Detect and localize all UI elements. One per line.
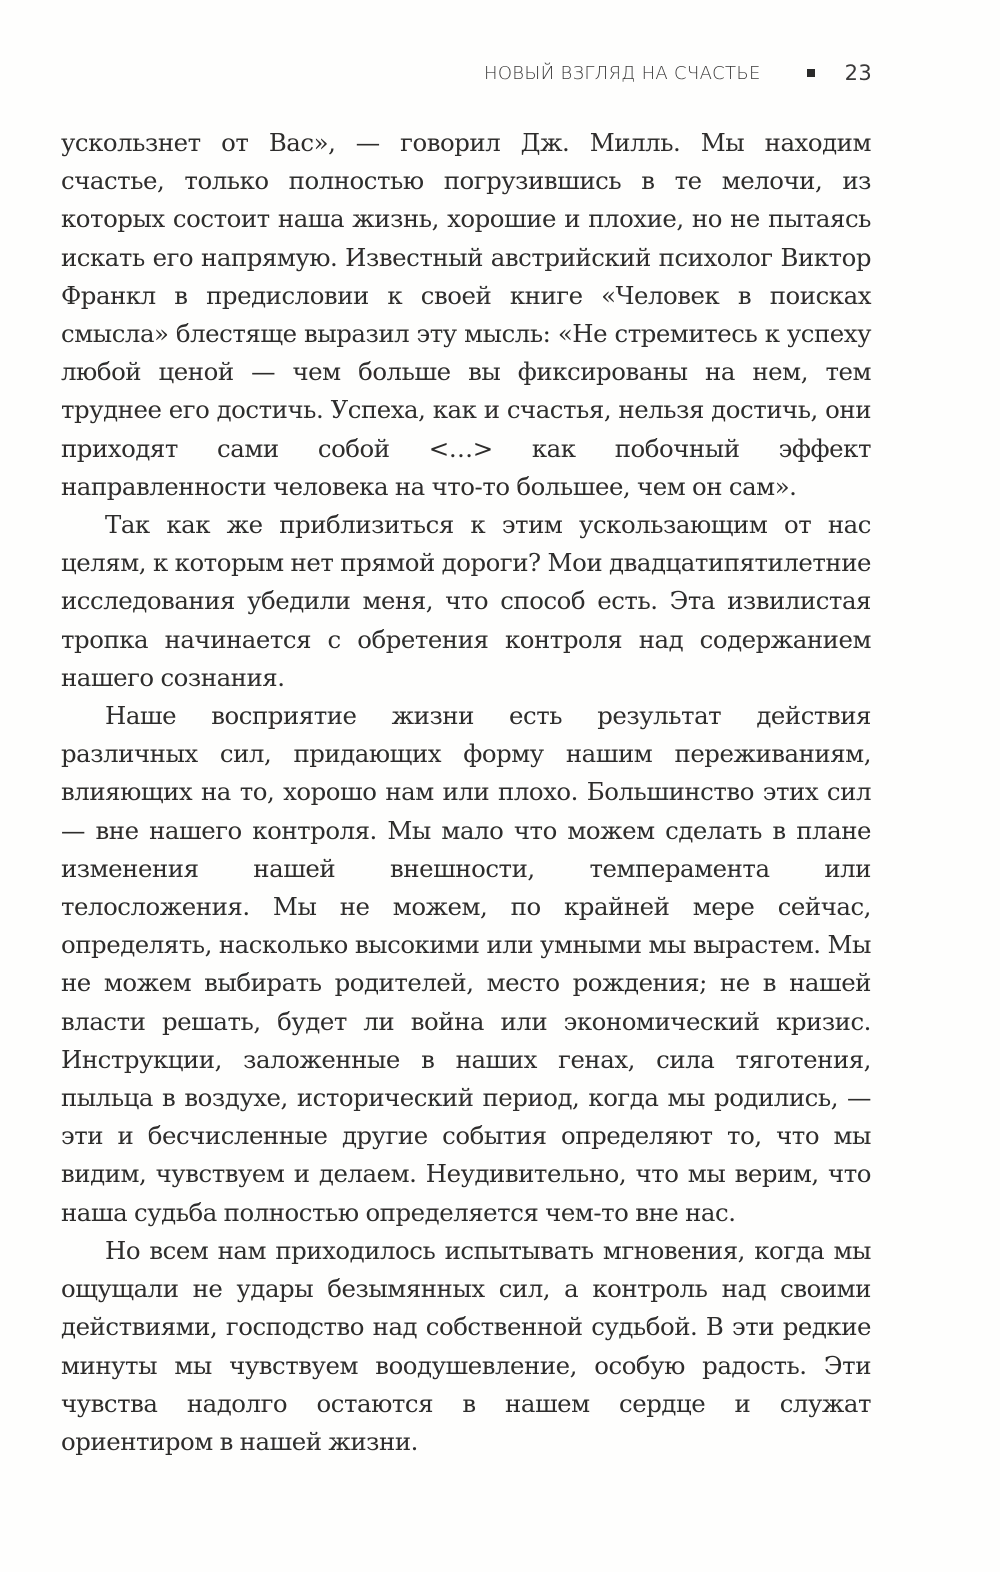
chapter-title: НОВЫЙ ВЗГЛЯД НА СЧАСТЬЕ	[484, 62, 761, 84]
square-bullet-icon	[807, 69, 815, 77]
page-number: 23	[844, 61, 872, 85]
running-head	[484, 58, 872, 88]
paragraph: ускользнет от Вас», — говорил Дж. Милль. Мы находим счастье, только полностью погрузившись в те мелочи, из которых состоит наша жизнь, хорошие и плохие, но не пытаясь искать его напрямую. Известный австрийский психолог Виктор Франкл в предисловии к своей книге «Человек в поисках смысла» блестяще выразил эту мысль: «Не стремитесь к успеху любой ценой — чем больше вы фиксированы на нем, тем труднее его достичь. Успеха, как и счастья, нельзя достичь, они приходят сами собой <…> как побочный эффект направленности человека на что-то большее, чем он сам».	[61, 128, 871, 501]
paragraph: Но всем нам приходилось испытывать мгновения, когда мы ощущали не удары безымянных сил, а контроль над своими действиями, господство над собственной судьбой. В эти редкие минуты мы чувствуем воодушевление, особую радость. Эти чувства надолго остаются в нашем сердце и служат ориентиром в нашей жизни.	[61, 1235, 871, 1456]
body-text	[61, 124, 871, 1461]
paragraph: Так как же приблизиться к этим ускользающим от нас целям, к которым нет прямой дороги? Мои двадцатипятилетние исследования убедили меня, что способ есть. Эта извилистая тропка начинается с обретения контроля над содержанием нашего сознания.	[61, 510, 871, 692]
paragraph: Наше восприятие жизни есть результат действия различных сил, придающих форму нашим переживаниям, влияющих на то, хорошо нам или плохо. Большинство этих сил — вне нашего контроля. Мы мало что можем сделать в плане изменения нашей внешности, темперамента или телосложения. Мы не можем, по крайней мере сейчас, определять, насколько высокими или умными мы вырастем. Мы не можем выбирать родителей, место рождения; не в нашей власти решать, будет ли война или экономический кризис. Инструкции, заложенные в наших генах, сила тяготения, пыльца в воздухе, исторический период, когда мы родились, — эти и бесчисленные другие события определяют то, что мы видим, чувствуем и делаем. Неудивительно, что мы верим, что наша судьба полностью определяется чем-то вне нас.	[61, 701, 871, 1227]
